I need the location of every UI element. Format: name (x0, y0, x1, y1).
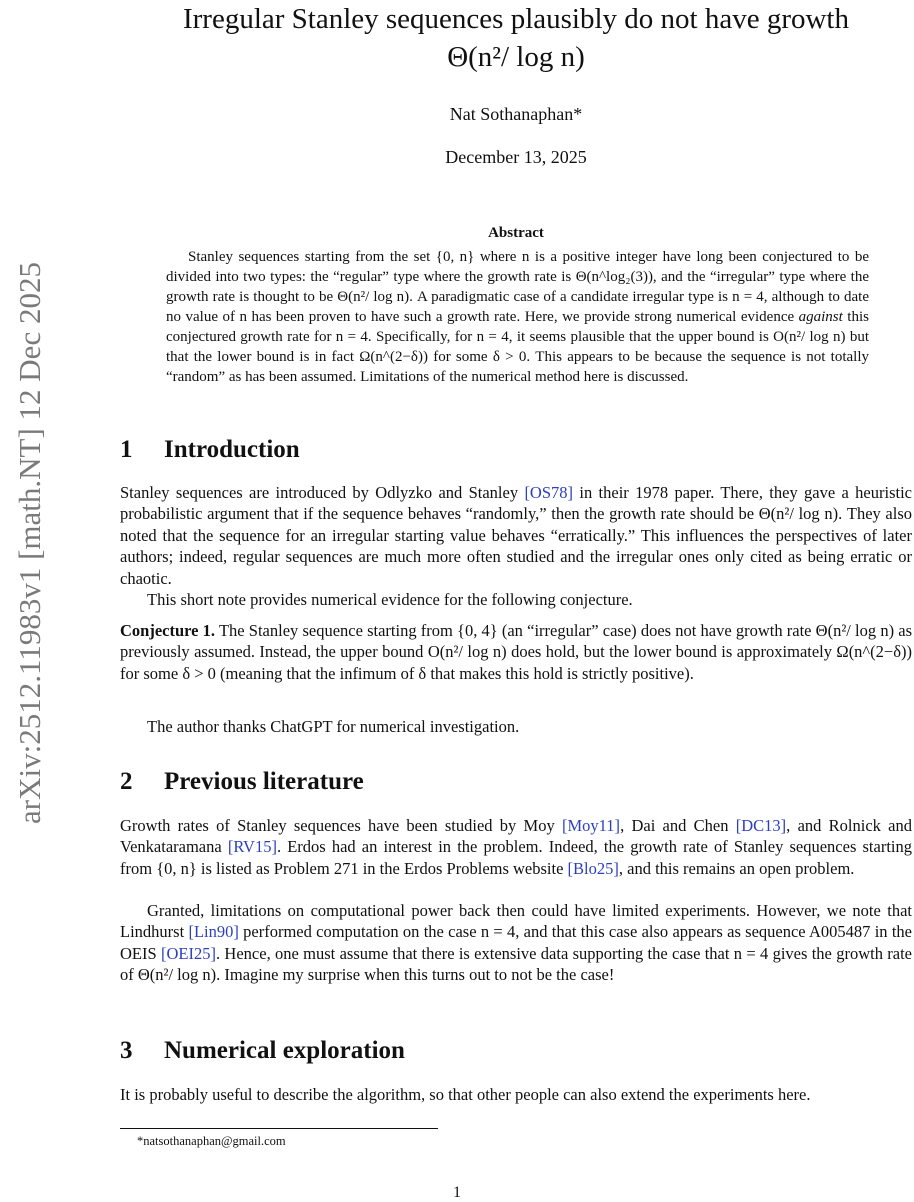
section-number: 1 (120, 436, 133, 463)
text: in their 1978 paper. There, they gave a heuristic probabilistic argument that if the sequence behaves “randomly,” then the growth rate should be Θ(n²/ log n). They also noted that the sequence for an irregular starting value behaves “erratically.” This influences the perspectives of later authors; indeed, regular sequences are much more often studied and the irregular ones only cited as being erratic or chaotic. (120, 483, 913, 588)
abstract-heading: Abstract (488, 225, 544, 241)
citation-dc13[interactable]: [DC13] (735, 816, 787, 835)
title-line-2: Θ(n²/ log n) (447, 41, 585, 73)
text: . Erdos had an interest in the problem. Indeed, the growth rate of Stanley sequences starting from {0, n} is listed as Problem 271 in the Erdos Problems website (120, 837, 912, 878)
text: performed computation on the case n = 4, and that this case also appears as sequence A005487 in the OEIS (120, 922, 912, 963)
author-name: Nat Sothanaphan* (449, 104, 583, 124)
conjecture-1 (120, 620, 912, 684)
acknowledgment: The author thanks ChatGPT for numerical investigation. (147, 717, 520, 736)
intro-paragraph-1 (120, 482, 912, 589)
conjecture-label: Conjecture 1. (120, 621, 216, 640)
text: , and Rolnick and Venkataramana (120, 816, 912, 857)
literature-paragraph-2 (120, 900, 912, 986)
section-number: 2 (120, 768, 133, 795)
text: . Hence, one must assume that there is extensive data supporting the case that n = 4 gives the growth rate of Θ(n²/ log n). Imagine my surprise when this turns out to not be the case! (120, 943, 912, 985)
section-title: Numerical exploration (164, 1037, 405, 1064)
section-heading-introduction (120, 436, 300, 464)
text: , and this remains an open problem. (618, 858, 855, 878)
section-heading-numerical-exploration (120, 1037, 405, 1065)
text: Stanley sequences are introduced by Odlyzko and Stanley (120, 483, 525, 502)
paper-date: December 13, 2025 (445, 147, 587, 167)
section-title: Previous literature (164, 768, 364, 795)
arxiv-identifier: arXiv:2512.11983v1 [math.NT] 12 Dec 2025 (12, 262, 47, 824)
paper-title (120, 0, 912, 76)
citation-rv15[interactable]: [RV15] (227, 837, 277, 857)
conjecture-text: The Stanley sequence starting from {0, 4} (an “irregular” case) does not have growth rate Θ(n²/ log n) as previously assumed. Instead, the upper bound O(n²/ log n) does hold, but the lower bound is approximately Ω(n^(2−δ)) for some δ > 0 (meaning that the infimum of δ that makes this hold is strictly positive). (120, 621, 912, 683)
literature-paragraph-1 (120, 815, 912, 879)
footnote-divider (120, 1128, 438, 1129)
abstract-body (166, 247, 869, 387)
text: Growth rates of Stanley sequences have been studied by Moy (120, 816, 562, 835)
citation-lin90[interactable]: [Lin90] (188, 922, 239, 942)
section-heading-previous-literature (120, 768, 364, 796)
page-number: 1 (453, 1184, 461, 1201)
abstract-text: Stanley sequences starting from the set {0, n} where n is a positive integer have long been conjectured to be divided into two types: the “regular” type where the growth rate is Θ(n^log₂(3)), and the “irregular” type where the growth rate is thought to be Θ(n²/ log n). A paradigmatic case of a candidate irregular type is n = 4, although to date no value of n has been proven to have such a growth rate. Here, we provide strong numerical evidence (166, 249, 869, 325)
citation-moy11[interactable]: [Moy11] (562, 816, 621, 835)
citation-blo25[interactable]: [Blo25] (567, 858, 619, 878)
section-number: 3 (120, 1037, 133, 1064)
title-line-1: Irregular Stanley sequences plausibly do not have growth (182, 3, 849, 35)
abstract-text-cont: this conjectured growth rate for n = 4. Specifically, for n = 4, it seems plausible that the upper bound is O(n²/ log n) but that the lower bound is in fact Ω(n^(2−δ)) for some δ > 0. This appears to be because the sequence is not totally “random” as has been assumed. Limitations of the numerical method here is discussed. (166, 309, 869, 385)
citation-os78[interactable]: [OS78] (524, 483, 574, 502)
text: , Dai and Chen (620, 816, 736, 835)
numerical-paragraph-1: It is probably useful to describe the algorithm, so that other people can also extend the experiments here. (120, 1085, 811, 1104)
section-title: Introduction (164, 436, 300, 463)
abstract-emphasis: against (798, 309, 843, 325)
citation-oei25[interactable]: [OEI25] (161, 943, 216, 963)
footnote-email: *natsothanaphan@gmail.com (137, 1134, 286, 1148)
text: Granted, limitations on computational power back then could have limited experiments. However, we note that Lindhurst (120, 901, 912, 942)
intro-paragraph-2: This short note provides numerical evidence for the following conjecture. (147, 590, 633, 609)
